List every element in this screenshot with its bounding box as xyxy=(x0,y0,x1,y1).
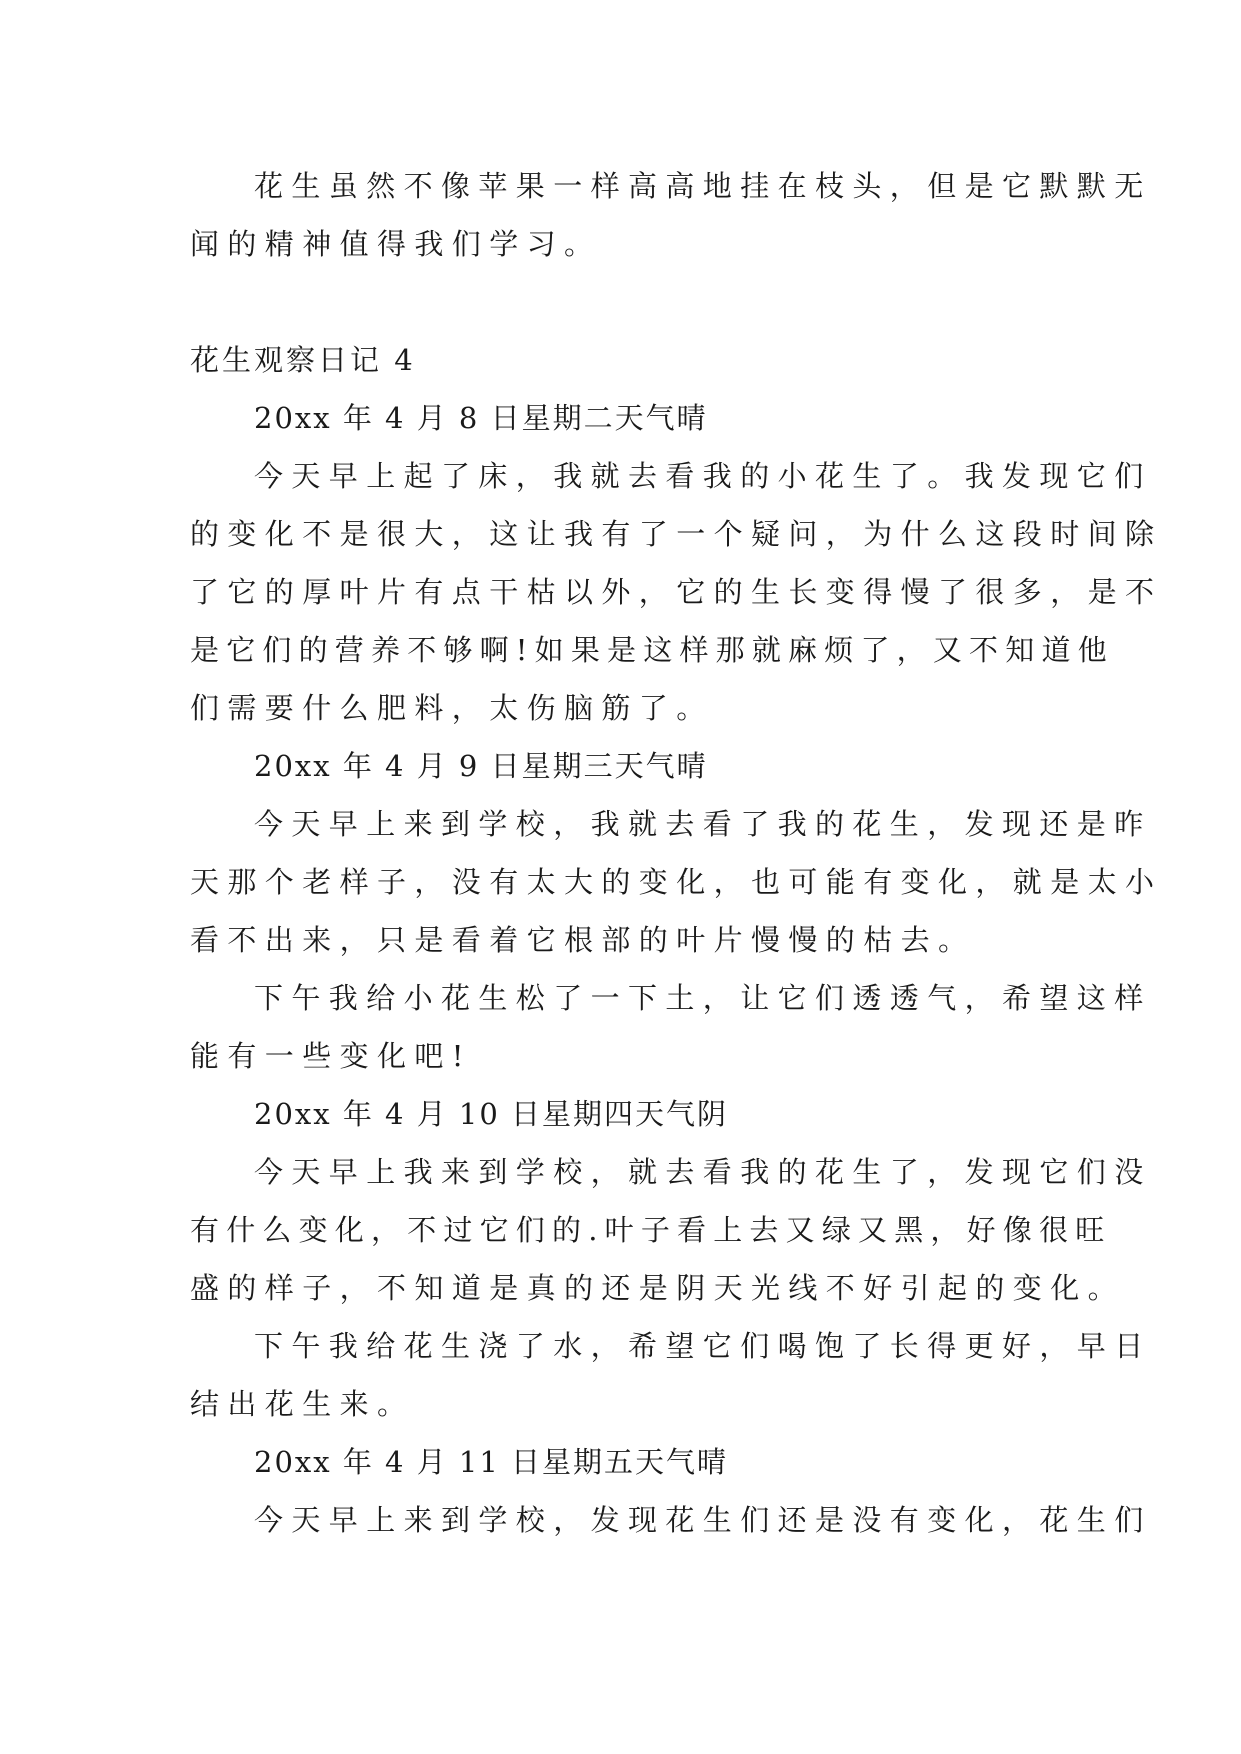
body-line: 了它的厚叶片有点干枯以外，它的生长变得慢了很多，是不 xyxy=(190,575,1163,609)
entry-date: 20xx 年 4 月 8 日星期二天气晴 xyxy=(254,401,708,435)
intro-line: 闻的精神值得我们学习。 xyxy=(190,227,602,261)
body-line: 能有一些变化吧! xyxy=(190,1039,472,1073)
body-line: 今天早上来到学校，发现花生们还是没有变化，花生们 xyxy=(254,1503,1152,1537)
body-line: 有什么变化，不过它们的.叶子看上去又绿又黑，好像很旺 xyxy=(190,1213,1112,1247)
section-title: 花生观察日记 4 xyxy=(190,343,416,377)
body-line: 天那个老样子，没有太大的变化，也可能有变化，就是太小 xyxy=(190,865,1163,899)
intro-line: 花生虽然不像苹果一样高高地挂在枝头，但是它默默无 xyxy=(254,169,1152,203)
body-line: 结出花生来。 xyxy=(190,1387,415,1421)
body-line: 盛的样子，不知道是真的还是阴天光线不好引起的变化。 xyxy=(190,1271,1126,1305)
entry-date: 20xx 年 4 月 9 日星期三天气晴 xyxy=(254,749,708,783)
body-line: 是它们的营养不够啊!如果是这样那就麻烦了，又不知道他 xyxy=(190,633,1114,667)
body-line: 下午我给花生浇了水，希望它们喝饱了长得更好，早日 xyxy=(254,1329,1152,1363)
body-line: 的变化不是很大，这让我有了一个疑问，为什么这段时间除 xyxy=(190,517,1163,551)
body-line: 下午我给小花生松了一下土，让它们透透气，希望这样 xyxy=(254,981,1152,1015)
body-line: 今天早上我来到学校，就去看我的花生了，发现它们没 xyxy=(254,1155,1152,1189)
body-line: 今天早上起了床，我就去看我的小花生了。我发现它们 xyxy=(254,459,1152,493)
body-line: 们需要什么肥料，太伤脑筋了。 xyxy=(190,691,714,725)
body-line: 今天早上来到学校，我就去看了我的花生，发现还是昨 xyxy=(254,807,1152,841)
entry-date: 20xx 年 4 月 11 日星期五天气晴 xyxy=(254,1445,729,1479)
entry-date: 20xx 年 4 月 10 日星期四天气阴 xyxy=(254,1097,729,1131)
body-line: 看不出来，只是看着它根部的叶片慢慢的枯去。 xyxy=(190,923,976,957)
